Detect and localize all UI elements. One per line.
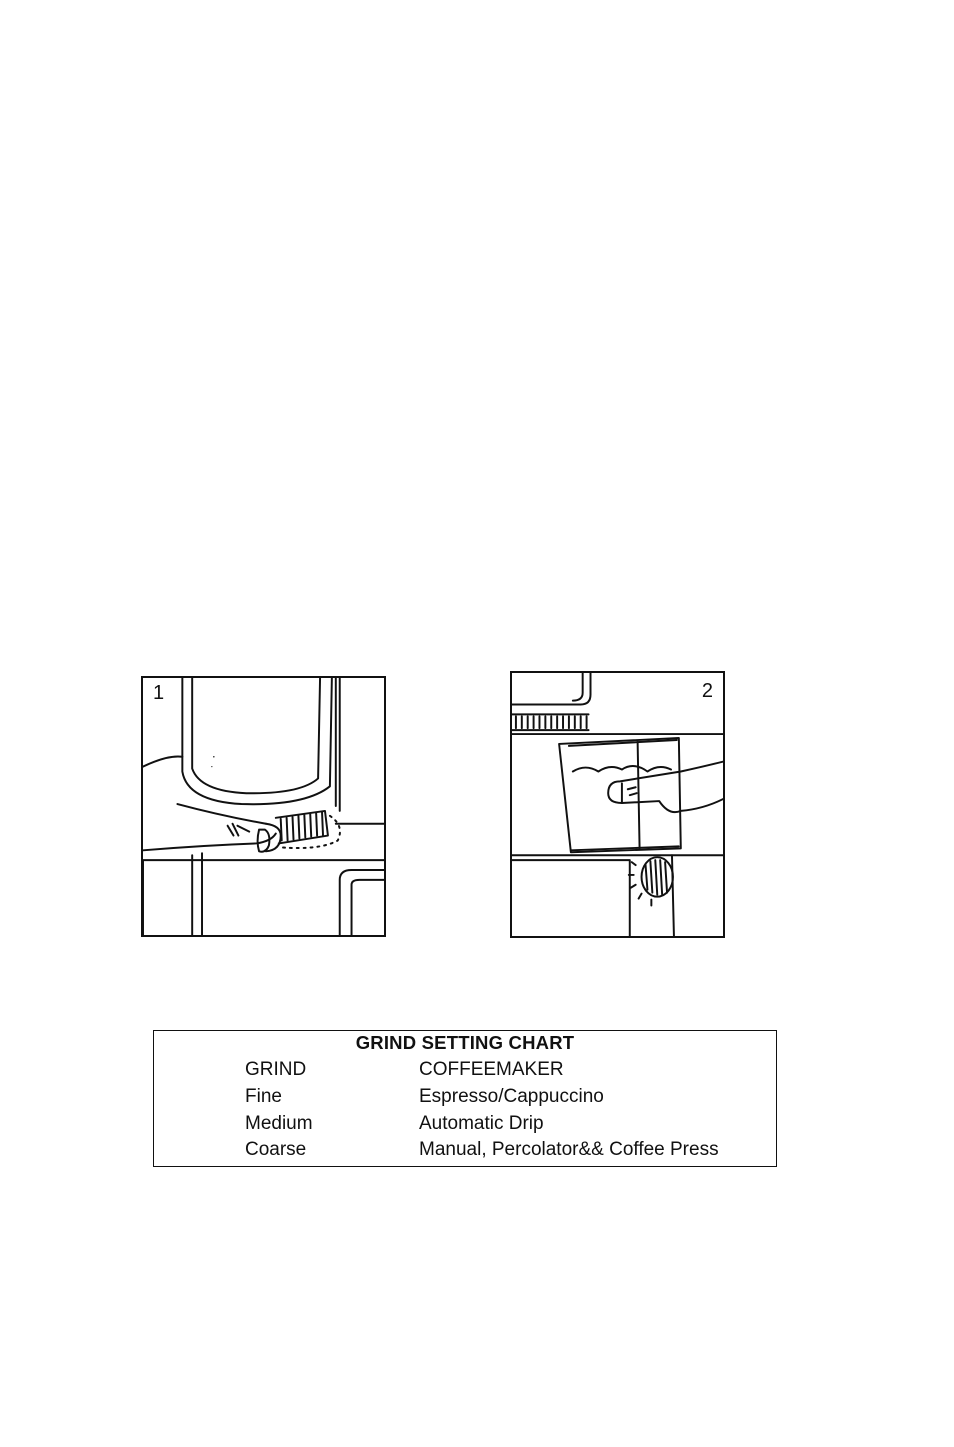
coffeemaker-cell: Manual, Percolator&& Coffee Press <box>419 1139 719 1160</box>
figure-2-illustration <box>510 671 725 938</box>
header-coffeemaker: COFFEEMAKER <box>419 1059 564 1080</box>
grinder-container-dial-icon <box>512 673 723 936</box>
figure-number: 1 <box>153 682 165 704</box>
coffeemaker-cell: Espresso/Cappuccino <box>419 1086 604 1107</box>
chart-row <box>154 1113 776 1139</box>
figure-number: 2 <box>701 680 713 702</box>
chart-row <box>154 1086 776 1112</box>
grind-cell: Medium <box>245 1113 313 1134</box>
grinder-adjust-hopper-icon <box>143 678 384 935</box>
grind-setting-chart <box>153 1030 777 1167</box>
grind-cell: Fine <box>245 1086 282 1107</box>
chart-title: GRIND SETTING CHART <box>355 1032 575 1053</box>
grind-cell: Coarse <box>245 1139 307 1160</box>
header-grind: GRIND <box>245 1059 307 1080</box>
figure-1-illustration <box>141 676 386 937</box>
coffeemaker-cell: Automatic Drip <box>419 1113 544 1134</box>
chart-header-row <box>154 1059 776 1085</box>
chart-row <box>154 1139 776 1165</box>
